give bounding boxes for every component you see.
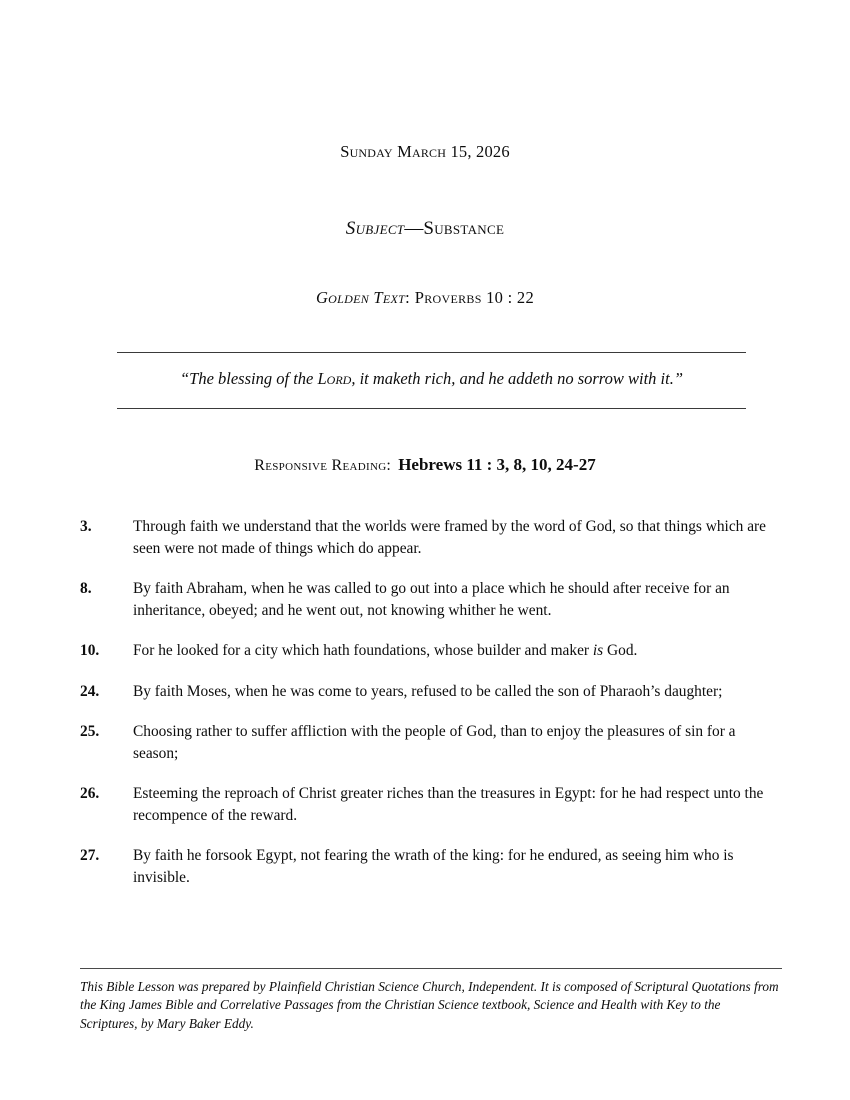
- verse-item: [80, 516, 780, 559]
- golden-text-heading: [0, 288, 850, 308]
- golden-text-reference: Proverbs 10 : 22: [414, 288, 535, 307]
- responsive-reading-heading: [0, 455, 850, 475]
- verse-number: 10.: [80, 642, 100, 659]
- verse-text: By faith Abraham, when he was called to go out into a place which he should after receive for an inheritance, obeyed; and he went out, not knowing whither he went.: [133, 580, 730, 619]
- verse-item: [80, 783, 780, 826]
- quote-part-before: “The blessing of the: [179, 369, 318, 388]
- quote-part-after: , it maketh rich, and he addeth no sorrow with it.”: [351, 369, 684, 388]
- responsive-reading-reference: Hebrews 11 : 3, 8, 10, 24-27: [398, 455, 596, 474]
- verse-text: Choosing rather to suffer affliction with the people of God, than to enjoy the pleasures of sin for a season;: [133, 723, 736, 762]
- golden-text-rule-bottom: [117, 408, 746, 409]
- verse-number: 8.: [80, 580, 92, 597]
- verse-number: 27.: [80, 847, 100, 864]
- verse-text-after-italic: God.: [603, 642, 638, 659]
- golden-text-separator: :: [405, 288, 410, 307]
- subject-value: Substance: [423, 218, 505, 239]
- golden-text-label: Golden Text: [315, 288, 406, 307]
- verse-text: By faith he forsook Egypt, not fearing the wrath of the king: for he endured, as seeing him who is invisible.: [133, 847, 734, 886]
- quote-lord-word: Lord: [317, 369, 352, 388]
- verse-italic-word: is: [592, 642, 604, 659]
- verse-item: [80, 721, 780, 764]
- footer-attribution: This Bible Lesson was prepared by Plainfield Christian Science Church, Independent. It is composed of Scriptural Quotations from the King James Bible and Correlative Passages from the Christian Science textbook, Science and Health with Key to the Scriptures, by Mary Baker Eddy.: [80, 979, 779, 1031]
- lesson-date: Sunday March 15, 2026: [340, 142, 510, 161]
- verse-text: By faith Moses, when he was come to years, refused to be called the son of Pharaoh’s daughter;: [133, 682, 723, 700]
- footer-divider: [80, 968, 782, 969]
- verse-item: [80, 640, 780, 662]
- responsive-reading-label: Responsive Reading:: [254, 457, 392, 474]
- verse-text: [133, 642, 637, 659]
- golden-text-rule-top: [117, 352, 746, 353]
- verse-item: [80, 681, 780, 703]
- lesson-subject: [0, 218, 850, 240]
- golden-text-quote: [117, 369, 746, 389]
- verse-number: 3.: [80, 518, 92, 535]
- verse-item: [80, 578, 780, 621]
- verse-text-before-italic: For he looked for a city which hath foundations, whose builder and maker: [133, 642, 593, 659]
- verse-item: [80, 845, 780, 888]
- verse-list: [80, 516, 780, 907]
- verse-number: 25.: [80, 723, 100, 740]
- verse-text: Esteeming the reproach of Christ greater riches than the treasures in Egypt: for he had respect unto the recompence of the reward.: [133, 785, 764, 824]
- verse-text: Through faith we understand that the worlds were framed by the word of God, so that things which are seen were not made of things which do appear.: [133, 518, 766, 557]
- verse-number: 26.: [80, 785, 100, 802]
- verse-number: 24.: [80, 682, 100, 700]
- subject-dash: —: [404, 218, 424, 239]
- subject-label: Subject: [345, 218, 405, 239]
